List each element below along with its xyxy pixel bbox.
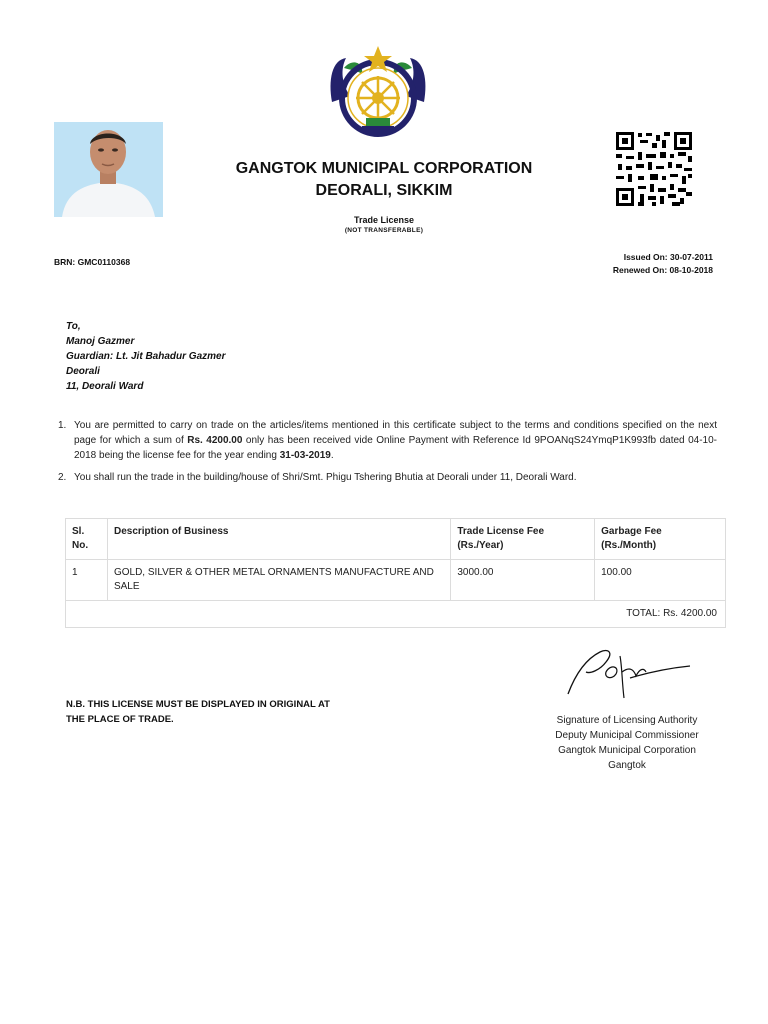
signatory-line-1: Signature of Licensing Authority (556, 715, 698, 726)
fee-table (65, 518, 726, 628)
authority-signature (560, 642, 695, 702)
cell-description: GOLD, SILVER & OTHER METAL ORNAMENTS MANUFACTURE AND SALE (107, 560, 450, 601)
total-amount: TOTAL: Rs. 4200.00 (66, 601, 726, 628)
clause-1-part-b: only has been received vide Online Payment with Reference Id 9POANqS24YmqP1K993fb dated 04-10-2018 being the license fee for the year ending (74, 435, 717, 461)
clause-1-part-a: You are permitted to carry on trade on the articles/items mentioned in this certificate subject to the terms and conditions specified on the next page for which a sum of (74, 420, 717, 446)
renewed-on: Renewed On: 08-10-2018 (612, 264, 713, 275)
clause-2-number: 2. (58, 472, 67, 483)
document-title: Trade License (353, 215, 415, 225)
table-total-row (66, 601, 726, 628)
clause-1-number: 1. (58, 420, 67, 431)
cell-garbage-fee: 100.00 (595, 560, 726, 601)
cell-sl-no: 1 (66, 560, 108, 601)
address-ward: 11, Deorali Ward (66, 381, 144, 392)
header-trade-license-fee: Trade License Fee (Rs./Year) (451, 519, 595, 560)
header-description: Description of Business (107, 519, 450, 560)
org-name: GANGTOK MUNICIPAL CORPORATION (235, 160, 533, 177)
clause-1-part-c: . (330, 450, 334, 461)
header-sl-no: Sl. No. (66, 519, 108, 560)
licensee-name: Manoj Gazmer (66, 336, 135, 347)
document-subtitle: (NOT TRANSFERABLE) (344, 227, 424, 234)
issued-on: Issued On: 30-07-2011 (623, 252, 713, 262)
addressee-block (66, 319, 225, 394)
clause-1-amount: Rs. 4200.00 (187, 435, 243, 446)
display-notice (66, 697, 330, 727)
corporation-logo (322, 40, 434, 142)
clause-2-text: You shall run the trade in the building/house of Shri/Smt. Phigu Tshering Bhutia at Deorali under 11, Deorali Ward. (74, 472, 577, 483)
license-dates (613, 251, 713, 276)
notice-line-2: THE PLACE OF TRADE. (66, 714, 174, 725)
brn-number: BRN: GMC0110368 (54, 257, 131, 267)
address-locality: Deorali (66, 366, 100, 377)
clause-1-text (74, 418, 717, 463)
signatory-details (532, 713, 722, 773)
cell-trade-license-fee: 3000.00 (451, 560, 595, 601)
signatory-line-2: Deputy Municipal Commissioner (555, 730, 699, 741)
clause-1-year-end: 31-03-2019 (279, 450, 331, 461)
org-location: DEORALI, SIKKIM (315, 182, 453, 199)
header-garbage-fee: Garbage Fee (Rs./Month) (595, 519, 726, 560)
signatory-line-4: Gangtok (608, 760, 646, 771)
address-to: To, (66, 321, 81, 332)
table-row (66, 560, 726, 601)
notice-line-1: N.B. THIS LICENSE MUST BE DISPLAYED IN ORIGINAL AT (66, 699, 330, 710)
guardian-name: Guardian: Lt. Jit Bahadur Gazmer (66, 351, 226, 362)
signatory-line-3: Gangtok Municipal Corporation (558, 745, 696, 756)
table-header-row (66, 519, 726, 560)
